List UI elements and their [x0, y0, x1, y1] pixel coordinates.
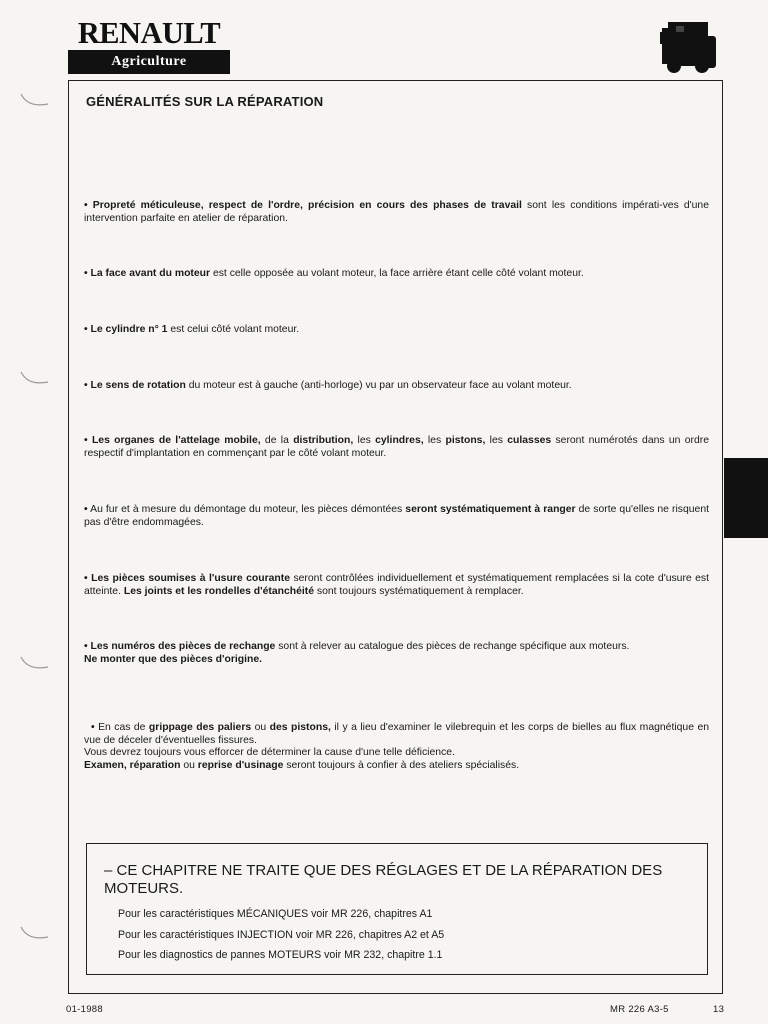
chapter-note-title: – CE CHAPITRE NE TRAITE QUE DES RÉGLAGES ET DE LA RÉPARATION DES MOTEURS. [104, 862, 663, 897]
page-title: GÉNÉRALITÉS SUR LA RÉPARATION [86, 94, 324, 109]
bullet-text: ou [180, 759, 198, 771]
bullet-dot: • [84, 573, 88, 584]
footer-reference: MR 226 A3-5 [610, 1004, 669, 1015]
note-line-diagnostics: Pour les diagnostics de pannes MOTEURS voir MR 232, chapitre 1.1 [118, 949, 443, 961]
bullet-seizure [84, 722, 709, 772]
bullet-dot: • [84, 380, 88, 391]
bullet-bold-text: grippage des paliers [148, 722, 252, 733]
bullet-bold-text: Les pièces soumises à l'usure courante [91, 573, 290, 584]
binder-hole-mark [18, 655, 52, 673]
binder-hole-mark [18, 370, 52, 388]
bullet-spare-parts [84, 641, 709, 666]
bullet-text: les [353, 435, 376, 446]
tractor-icon [656, 18, 718, 74]
bullet-text: En cas de [94, 722, 149, 733]
bullet-text: sont à relever au catalogue des pièces de rechange spécifique aux moteurs. [275, 641, 630, 652]
bullet-wear-parts [84, 573, 709, 598]
bullet-numbering [84, 435, 709, 460]
brand-subtitle: Agriculture [68, 50, 230, 74]
bullet-bold-text: Le cylindre n° 1 [90, 324, 168, 335]
bullet-bold-text: La face avant du moteur [90, 268, 211, 279]
bullet-bold-text: Ne monter que des pièces d'origine. [84, 653, 263, 665]
bullet-front-face [84, 268, 709, 281]
note-line-injection: Pour les caractéristiques INJECTION voir MR 226, chapitres A2 et A5 [118, 929, 445, 941]
bullet-bold-text: Les numéros des pièces de rechange [90, 641, 276, 652]
bullet-text: seront toujours à confier à des ateliers spécialisés. [283, 759, 520, 771]
bullet-text: du moteur est à gauche (anti-horloge) vu par un observateur face au volant moteur. [185, 380, 572, 391]
bullet-cleanliness [84, 200, 709, 225]
bullet-text: ou [251, 722, 270, 733]
bullet-bold-text: des pistons, [269, 722, 331, 733]
bullet-bold-text: seront systématiquement à ranger [405, 504, 576, 515]
bullet-bold-text: Examen, réparation [84, 759, 181, 771]
bullet-bold-text: distribution, [293, 435, 354, 446]
bullet-text: sont les conditions impérati-ves d'une intervention parfaite en atelier de réparation. [84, 200, 709, 224]
bullet-bold-text: reprise d'usinage [197, 759, 284, 771]
bullet-bold-text: cylindres, [375, 435, 424, 446]
bullet-dot: • [84, 435, 88, 446]
brand-name: RENAULT [77, 15, 221, 50]
bullet-text: il y a lieu d'examiner le vilebrequin et les corps de bielles au flux magnétique en vue de déceler d'éventuelles fissures. [84, 722, 710, 746]
binder-hole-mark [18, 925, 52, 943]
footer-date: 01-1988 [66, 1004, 103, 1015]
bullet-rotation [84, 380, 709, 393]
page-number: 13 [713, 1004, 725, 1015]
bullet-dot: • [84, 268, 88, 279]
bullet-dot: • [84, 504, 88, 515]
bullet-dot: • [84, 200, 88, 211]
bullet-disassembly [84, 504, 709, 529]
bullet-text: les [423, 435, 446, 446]
bullet-bold-text: Les organes de l'attelage mobile, [91, 435, 261, 446]
bullet-text: est celle opposée au volant moteur, la face arrière étant celle côté volant moteur. [210, 268, 584, 279]
bullet-text: Au fur et à mesure du démontage du moteur, les pièces démontées [90, 504, 406, 515]
bullet-dot: • [90, 722, 95, 733]
bullet-text: seront contrôlées individuellement et systématiquement remplacées si la cote d'usure est atteinte. [84, 573, 710, 597]
bullet-bold-text: culasses [507, 435, 552, 446]
bullet-text: seront numérotés dans un ordre respectif d'implantation en commençant par le côté volant moteur. [84, 435, 709, 459]
renault-agriculture-logo [68, 15, 230, 74]
chapter-side-tab [724, 458, 768, 538]
bullet-bold-text: Le sens de rotation [90, 380, 186, 391]
bullet-cylinder-one [84, 324, 709, 337]
bullet-bold-text: Les joints et les rondelles d'étanchéité [123, 585, 314, 597]
bullet-text: de la [260, 435, 294, 446]
bullet-text: est celui côté volant moteur. [167, 324, 300, 335]
bullet-text: de sorte qu'elles ne risquent pas d'être endommagées. [84, 504, 709, 528]
bullet-text: Vous devrez toujours vous efforcer de déterminer la cause d'une telle déficience. [84, 747, 455, 758]
bullet-text: les [485, 435, 508, 446]
binder-hole-mark [18, 92, 52, 110]
bullet-bold-text: pistons, [445, 435, 486, 446]
bullet-dot: • [84, 641, 88, 652]
note-line-mechanical: Pour les caractéristiques MÉCANIQUES voir MR 226, chapitres A1 [118, 908, 433, 920]
bullet-bold-text: Propreté méticuleuse, respect de l'ordre, précision en cours des phases de travail [92, 200, 522, 211]
bullet-text: sont toujours systématiquement à remplacer. [314, 585, 524, 597]
bullet-dot: • [84, 324, 88, 335]
